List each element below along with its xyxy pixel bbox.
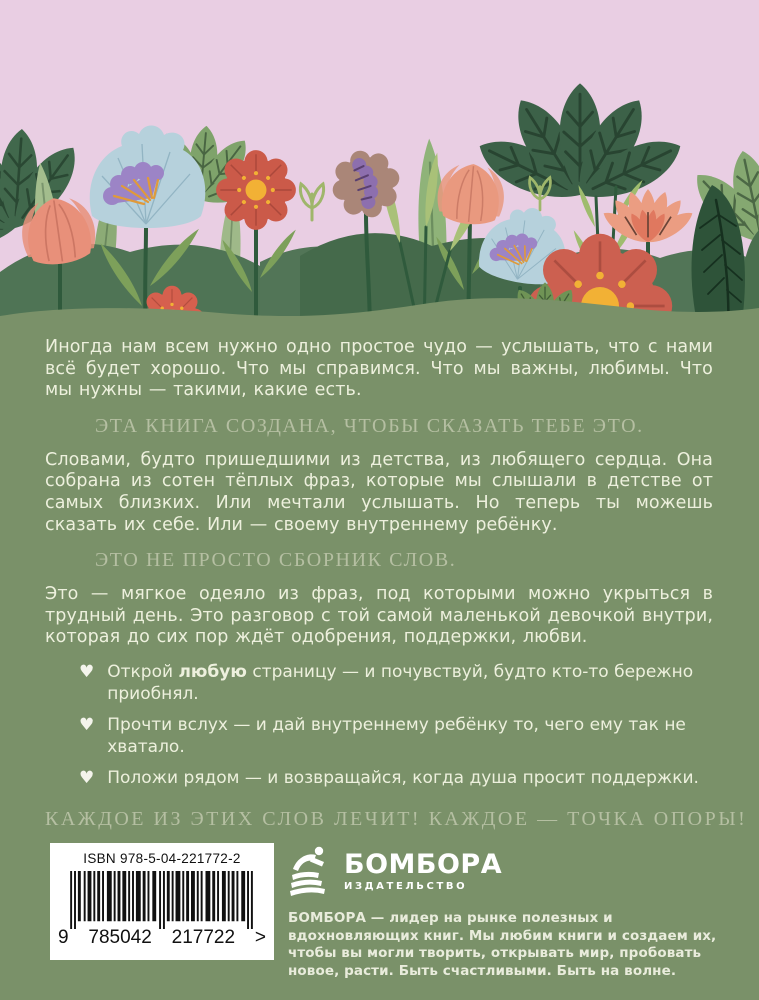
publisher-block <box>288 845 740 980</box>
barcode-digit-group: 217722 <box>171 927 236 948</box>
barcode-end-arrow: > <box>254 927 266 948</box>
bullet-text: Прочти вслух — и дай внутреннему ребёнку то, чего ему так не хватало. <box>107 715 686 757</box>
publisher-subtitle: ИЗДАТЕЛЬСТВО <box>344 880 468 892</box>
publisher-description: БОМБОРА — лидер на рынке полезных и вдохновляющих книг. Мы любим книги и создаем их, чтобы вы могли творить, открывать мир, пробовать новое, расти. Быть счастливыми. Быть на волне. <box>288 910 717 979</box>
bullet-text: Открой любую страницу — и почувствуй, будто кто-то бережно приобнял. <box>107 661 694 704</box>
publisher-logo <box>288 845 740 897</box>
back-cover-text <box>45 337 748 831</box>
isbn-barcode-block <box>50 843 274 960</box>
heading-this-book-created: ЭТА КНИГА СОЗДАНА, ЧТОБЫ СКАЗАТЬ ТЕБЕ ЭТО. <box>95 414 644 437</box>
heart-icon: ♥ <box>79 768 95 789</box>
publisher-name: БОМБОРА <box>344 848 503 880</box>
heading-not-just-collection: ЭТО НЕ ПРОСТО СБОРНИК СЛОВ. <box>95 549 457 572</box>
list-item <box>79 768 713 790</box>
paragraph-soft-blanket: Это — мягкое одеяло из фраз, под которыми можно укрыться в трудный день. Это разговор с той самой маленькой девочкой внутри, которая до сих пор ждёт одобрения, поддержки, любви. <box>45 584 713 648</box>
barcode-bars <box>67 871 257 929</box>
bullet-list <box>79 662 713 790</box>
bullet-text: Положи рядом — и возвращайся, когда душа просит поддержки. <box>107 768 699 789</box>
bombora-diver-icon <box>288 845 334 897</box>
floral-illustration <box>0 0 759 335</box>
heart-icon: ♥ <box>79 661 95 682</box>
heart-icon: ♥ <box>79 715 95 736</box>
barcode-digit-group: 9 <box>58 927 69 948</box>
slogan: КАЖДОЕ ИЗ ЭТИХ СЛОВ ЛЕЧИТ! КАЖДОЕ — ТОЧКА ОПОРЫ! <box>45 807 748 830</box>
paragraph-words-from-childhood: Словами, будто пришедшими из детства, из любящего сердца. Она собрана из сотен тёплых фраз, которые мы слышали в детстве от самых близких. Или мечтали услышать. Но теперь ты можешь сказать их себе. Или — своему внутреннему ребёнку. <box>45 449 713 535</box>
isbn-number: ISBN 978-5-04-221772-2 <box>83 851 241 866</box>
barcode-digits <box>50 927 274 949</box>
barcode-digit-group: 785042 <box>88 927 152 948</box>
intro-paragraph: Иногда нам всем нужно одно простое чудо — услышать, что с нами всё будет хорошо. Что мы справимся. Что мы важны, любимы. Что мы нужны — такими, какие есть. <box>45 337 713 401</box>
list-item <box>79 715 713 758</box>
publisher-logo-text <box>344 848 503 892</box>
list-item <box>79 662 713 705</box>
